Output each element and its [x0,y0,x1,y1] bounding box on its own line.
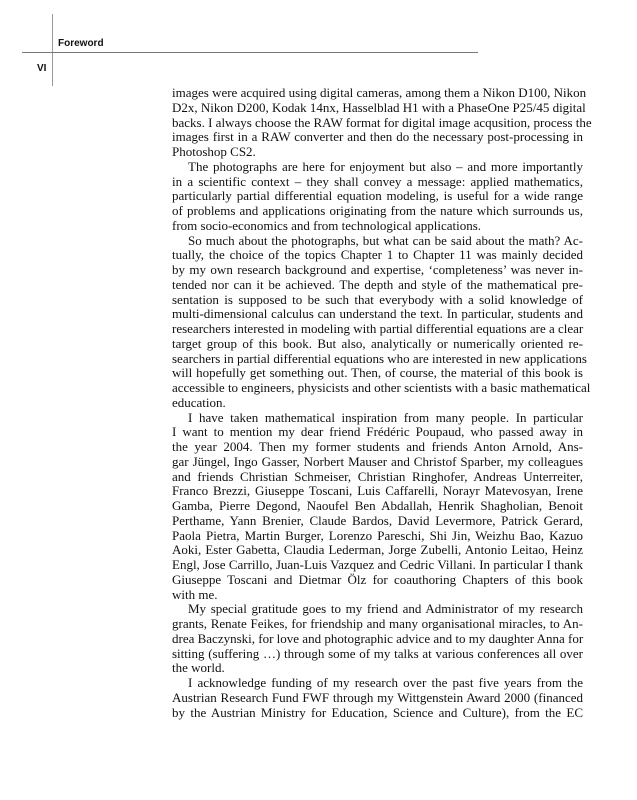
text-line: with me. [172,586,218,602]
text-line: in a scientific context – they shall convey a message: applied mathematics, [172,173,583,189]
text-line: Franco Brezzi, Giuseppe Toscani, Luis Caffarelli, Norayr Matevosyan, Irene [172,483,583,499]
text-line: will hopefully get something out. Then, of course, the material of this book is [172,365,583,381]
text-line: My special gratitude goes to my friend and Administrator of my research [188,601,583,617]
page-number: VI [37,63,47,74]
text-line: I acknowledge funding of my research over the past five years from the [188,675,583,690]
paragraph [172,602,583,676]
text-line: accessible to engineers, physicists and other scientists with a basic mathematical [172,380,591,395]
text-line: education. [172,394,226,410]
running-title: Foreword [58,38,104,49]
text-line: I have taken mathematical inspiration from many people. In particular [188,409,583,425]
text-line: the world. [172,660,225,676]
text-line: I want to mention my dear friend Frédéric Poupaud, who passed away in [172,424,583,440]
text-line: of problems and applications originating from the nature which surrounds us, [172,203,583,218]
text-line: The photographs are here for enjoyment but also – and more importantly [188,158,583,174]
text-line: grants, Renate Feikes, for friendship and many organisational miracles, to An- [172,616,583,631]
text-line: Perthame, Yann Brenier, Claude Bardos, David Levermore, Patrick Gerard, [172,512,583,528]
text-line: gar Jüngel, Ingo Gasser, Norbert Mauser and Christof Sparber, my colleagues [172,453,583,469]
header-rule [22,52,478,53]
text-line: Austrian Research Fund FWF through my Wittgenstein Award 2000 (financed [172,689,583,705]
paragraph [172,160,583,234]
paragraph [172,676,583,720]
text-line: the year 2004. Then my former students and friends Anton Arnold, Ans- [172,439,583,454]
text-line: from socio-economics and from technological applications. [172,217,482,233]
text-line: backs. I always choose the RAW format for digital image acqusition, process the [172,114,592,130]
paragraph [172,411,583,603]
text-line: particularly partial differential equation modeling, is useful for a wide range [172,188,583,204]
text-line: target group of this book. But also, analytically or numerically oriented re- [172,335,583,351]
text-line: Paola Pietra, Martin Burger, Lorenzo Pareschi, Shi Jin, Weizhu Bao, Kazuo [172,527,583,543]
body-text [172,85,592,720]
paragraph [172,85,592,160]
paragraph [172,232,591,411]
text-line: Engl, Jose Carrillo, Juan-Luis Vazquez and Cedric Villani. In particular I thank [172,557,583,572]
text-line: by the Austrian Ministry for Education, Science and Culture), from the EC [172,704,583,720]
text-line: researchers interested in modeling with partial differential equations are a clear [172,321,584,336]
text-line: by my own research background and expertise, ‘completeness’ was never in- [172,262,583,277]
margin-rule-vertical [52,14,53,86]
text-line: sitting (suffering …) through some of my talks at various conferences all over [172,645,583,661]
text-line: and friends Christian Schmeiser, Christian Ringhofer, Andreas Unterreiter, [172,468,583,484]
text-line: Photoshop CS2. [172,144,256,159]
text-line: tually, the choice of the topics Chapter 1 to Chapter 11 was mainly decided [172,247,583,263]
text-line: D2x, Nikon D200, Kodak 14nx, Hasselblad H1 with a PhaseOne P25/45 digital [172,99,586,115]
text-line: multi-dimensional calculus can understand the text. In particular, students and [172,306,583,322]
text-line: drea Baczynski, for love and photographic advice and to my daughter Anna for [172,630,584,646]
text-line: sentation is supposed to be such that everybody with a solid knowledge of [172,291,583,307]
text-line: searchers in partial differential equations who are interested in new applications [172,350,587,366]
text-line: Giuseppe Toscani and Dietmar Ölz for coauthoring Chapters of this book [172,571,583,587]
text-line: Aoki, Ester Gabetta, Claudia Lederman, Jorge Zubelli, Antonio Leitao, Heinz [172,542,583,558]
text-line: images were acquired using digital cameras, among them a Nikon D100, Nikon [172,85,587,100]
text-line: images first in a RAW converter and then do the necessary post-processing in [172,129,583,145]
text-line: Gamba, Pierre Degond, Naoufel Ben Abdallah, Henrik Shagholian, Benoit [172,498,583,513]
text-line: tended nor can it be achieved. The depth and style of the mathematical pre- [172,276,583,292]
text-line: So much about the photographs, but what can be said about the math? Ac- [188,232,583,248]
